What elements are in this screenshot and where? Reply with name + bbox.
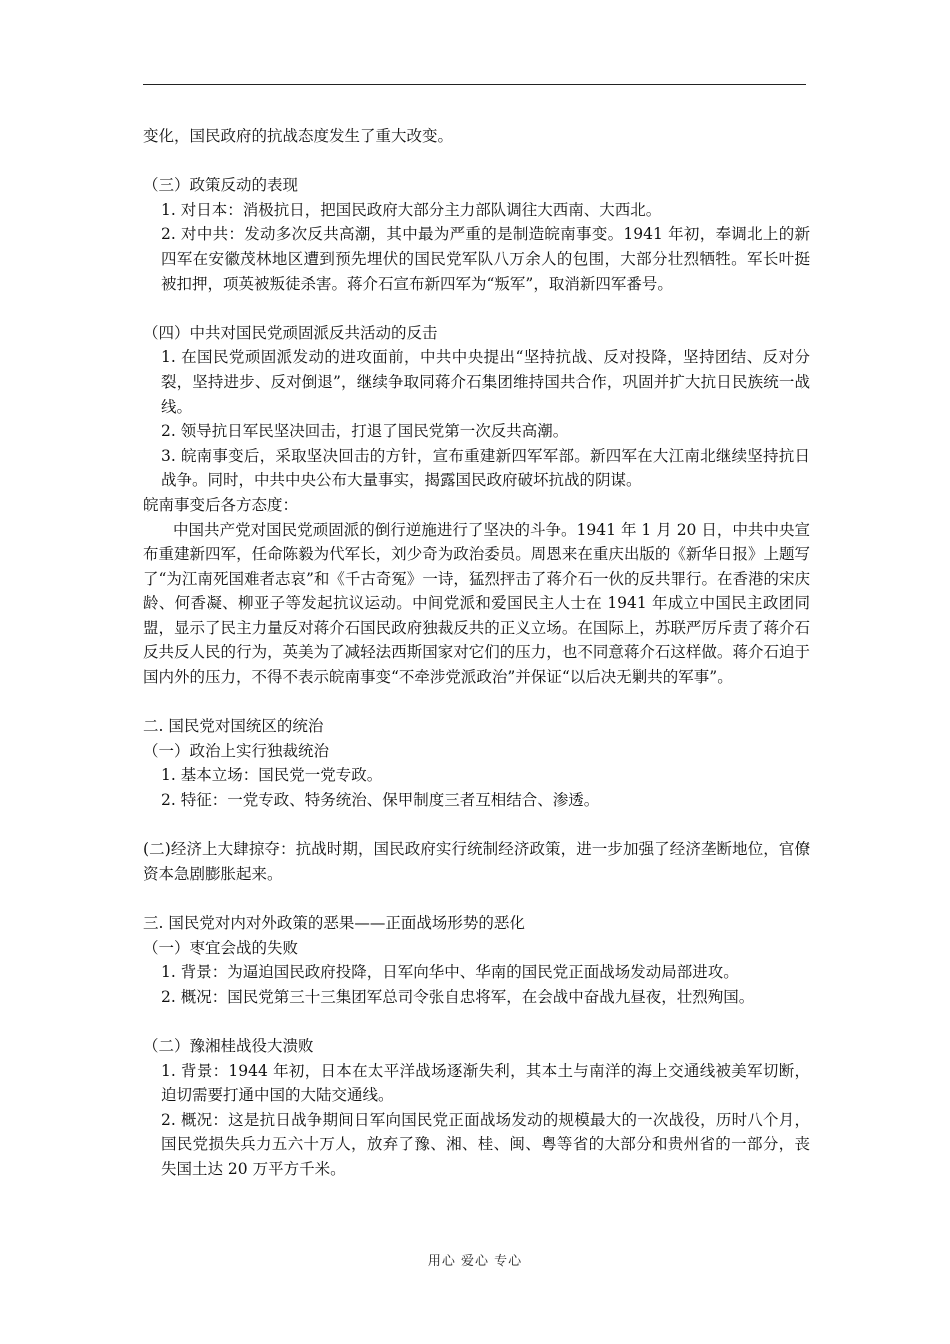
section-heading: （三）政策反动的表现	[143, 176, 299, 195]
section-heading: （二）豫湘桂战役大溃败	[143, 1036, 314, 1055]
list-item: 2. 对中共：发动多次反共高潮，其中最为严重的是制造皖南事变。1941 年初，奉调北上的新四军在安徽茂林地区遭到预先埋伏的国民党军队八万余人的包围，大部分壮烈牺牲。军长叶挺被扣押，项英被叛徒杀害。蒋介石宣布新四军为“叛军”，取消新四军番号。	[161, 225, 810, 293]
list-item: 2. 领导抗日军民坚决回击，打退了国民党第一次反共高潮。	[161, 422, 569, 441]
blank-line	[143, 813, 810, 838]
chapter-heading: 二. 国民党对国统区的统治	[143, 717, 324, 736]
blank-line	[143, 886, 810, 911]
paragraph: 变化，国民政府的抗战态度发生了重大改变。	[143, 127, 454, 145]
section-heading: （一）枣宜会战的失败	[143, 938, 299, 957]
list-item: 1. 背景：1944 年初，日本在太平洋战场逐渐失利，其本土与南洋的海上交通线被美军切断，迫切需要打通中国的大陆交通线。	[161, 1061, 810, 1105]
blank-line	[143, 1009, 810, 1034]
section-heading: （一）政治上实行独裁统治	[143, 741, 330, 760]
blank-line	[143, 296, 810, 321]
paragraph: (二)经济上大肆掠夺：抗战时期，国民政府实行统制经济政策，进一步加强了经济垄断地位，官僚资本急剧膨胀起来。	[143, 840, 810, 883]
list-item: 1. 对日本：消极抗日，把国民政府大部分主力部队调往大西南、大西北。	[161, 200, 662, 219]
blank-line	[143, 690, 810, 715]
list-item: 1. 基本立场：国民党一党专政。	[161, 766, 383, 785]
page-footer: 用心 爱心 专心	[427, 1254, 523, 1269]
list-item: 1. 在国民党顽固派发动的进攻面前，中共中央提出“坚持抗战、反对投降，坚持团结、反对分裂，坚持进步、反对倒退”，继续争取同蒋介石集团维持国共合作，巩固并扩大抗日民族统一战线。	[161, 348, 810, 416]
chapter-heading: 三. 国民党对内对外政策的恶果——正面战场形势的恶化	[143, 914, 525, 932]
list-item: 1. 背景：为逼迫国民政府投降，日军向华中、华南的国民党正面战场发动局部进攻。	[161, 963, 739, 982]
list-item: 2. 概况：这是抗日战争期间日军向国民党正面战场发动的规模最大的一次战役，历时八个月，国民党损失兵力五六十万人，放弃了豫、湘、桂、闽、粤等省的大部分和贵州省的一部分，丧失国土达 20 万平方千米。	[161, 1110, 810, 1178]
subheading: 皖南事变后各方态度：	[143, 495, 299, 514]
paragraph: 中国共产党对国民党顽固派的倒行逆施进行了坚决的斗争。1941 年 1 月 20 日，中共中央宣布重建新四军，任命陈毅为代军长，刘少奇为政治委员。周恩来在重庆出版的《新华日报》上题写了“为江南死国难者志哀”和《千古奇冤》一诗，猛烈抨击了蒋介石一伙的反共罪行。在香港的宋庆龄、何香凝、柳亚子等发起抗议运动。中间党派和爱国民主人士在 1941 年成立中国民主政团同盟，显示了民主力量反对蒋介石国民政府独裁反共的正义立场。在国际上，苏联严厉斥责了蒋介石反共反人民的行为，英美为了减轻法西斯国家对它们的压力，也不同意蒋介石这样做。蒋介石迫于国内外的压力，不得不表示皖南事变“不牵涉党派政治”并保证“以后决无剿共的军事”。	[143, 520, 810, 687]
blank-line	[143, 149, 810, 174]
list-item: 2. 特征：一党专政、特务统治、保甲制度三者互相结合、渗透。	[161, 791, 600, 810]
list-item: 2. 概况：国民党第三十三集团军总司令张自忠将军，在会战中奋战九昼夜，壮烈殉国。	[161, 987, 755, 1006]
header-rule	[143, 84, 806, 85]
document-body	[143, 124, 810, 1182]
section-heading: （四）中共对国民党顽固派反共活动的反击	[143, 323, 438, 342]
list-item: 3. 皖南事变后，采取坚决回击的方针，宣布重建新四军军部。新四军在大江南北继续坚持抗日战争。同时，中共中央公布大量事实，揭露国民政府破坏抗战的阴谋。	[161, 446, 810, 490]
